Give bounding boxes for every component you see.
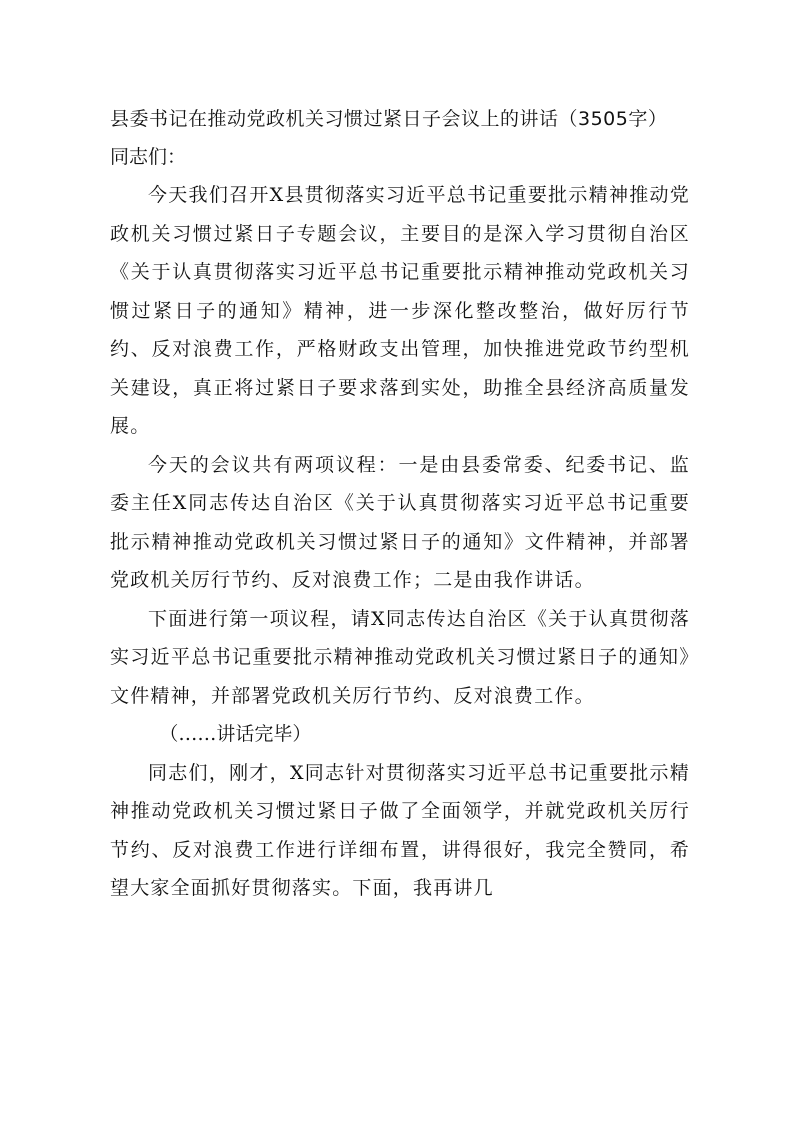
salutation: 同志们： bbox=[110, 146, 187, 168]
speech-ended-note: （……讲话完毕） bbox=[159, 723, 312, 745]
document-title: 县委书记在推动党政机关习惯过紧日子会议上的讲话（3505字） bbox=[110, 108, 668, 130]
document-body bbox=[110, 100, 690, 908]
paragraph-closing: 同志们，刚才，X同志针对贯彻落实习近平总书记重要批示精神推动党政机关习惯过紧日子做了全面领学，并就党政机关厉行节约、反对浪费工作进行详细布置，讲得很好，我完全赞同，希望大家全面抓好贯彻落实。下面，我再讲几 bbox=[110, 761, 690, 899]
paragraph-first-item: 下面进行第一项议程，请X同志传达自治区《关于认真贯彻落实习近平总书记重要批示精神推动党政机关习惯过紧日子的通知》文件精神，并部署党政机关厉行节约、反对浪费工作。 bbox=[110, 607, 690, 707]
paragraph-meeting-purpose: 今天我们召开X县贯彻落实习近平总书记重要批示精神推动党政机关习惯过紧日子专题会议，主要目的是深入学习贯彻自治区《关于认真贯彻落实习近平总书记重要批示精神推动党政机关习惯过紧日子的通知》精神，进一步深化整改整治，做好厉行节约、反对浪费工作，严格财政支出管理，加快推进党政节约型机关建设，真正将过紧日子要求落到实处，助推全县经济高质量发展。 bbox=[110, 184, 690, 437]
paragraph-agenda: 今天的会议共有两项议程：一是由县委常委、纪委书记、监委主任X同志传达自治区《关于认真贯彻落实习近平总书记重要批示精神推动党政机关习惯过紧日子的通知》文件精神，并部署党政机关厉行节约、反对浪费工作；二是由我作讲话。 bbox=[110, 453, 690, 591]
